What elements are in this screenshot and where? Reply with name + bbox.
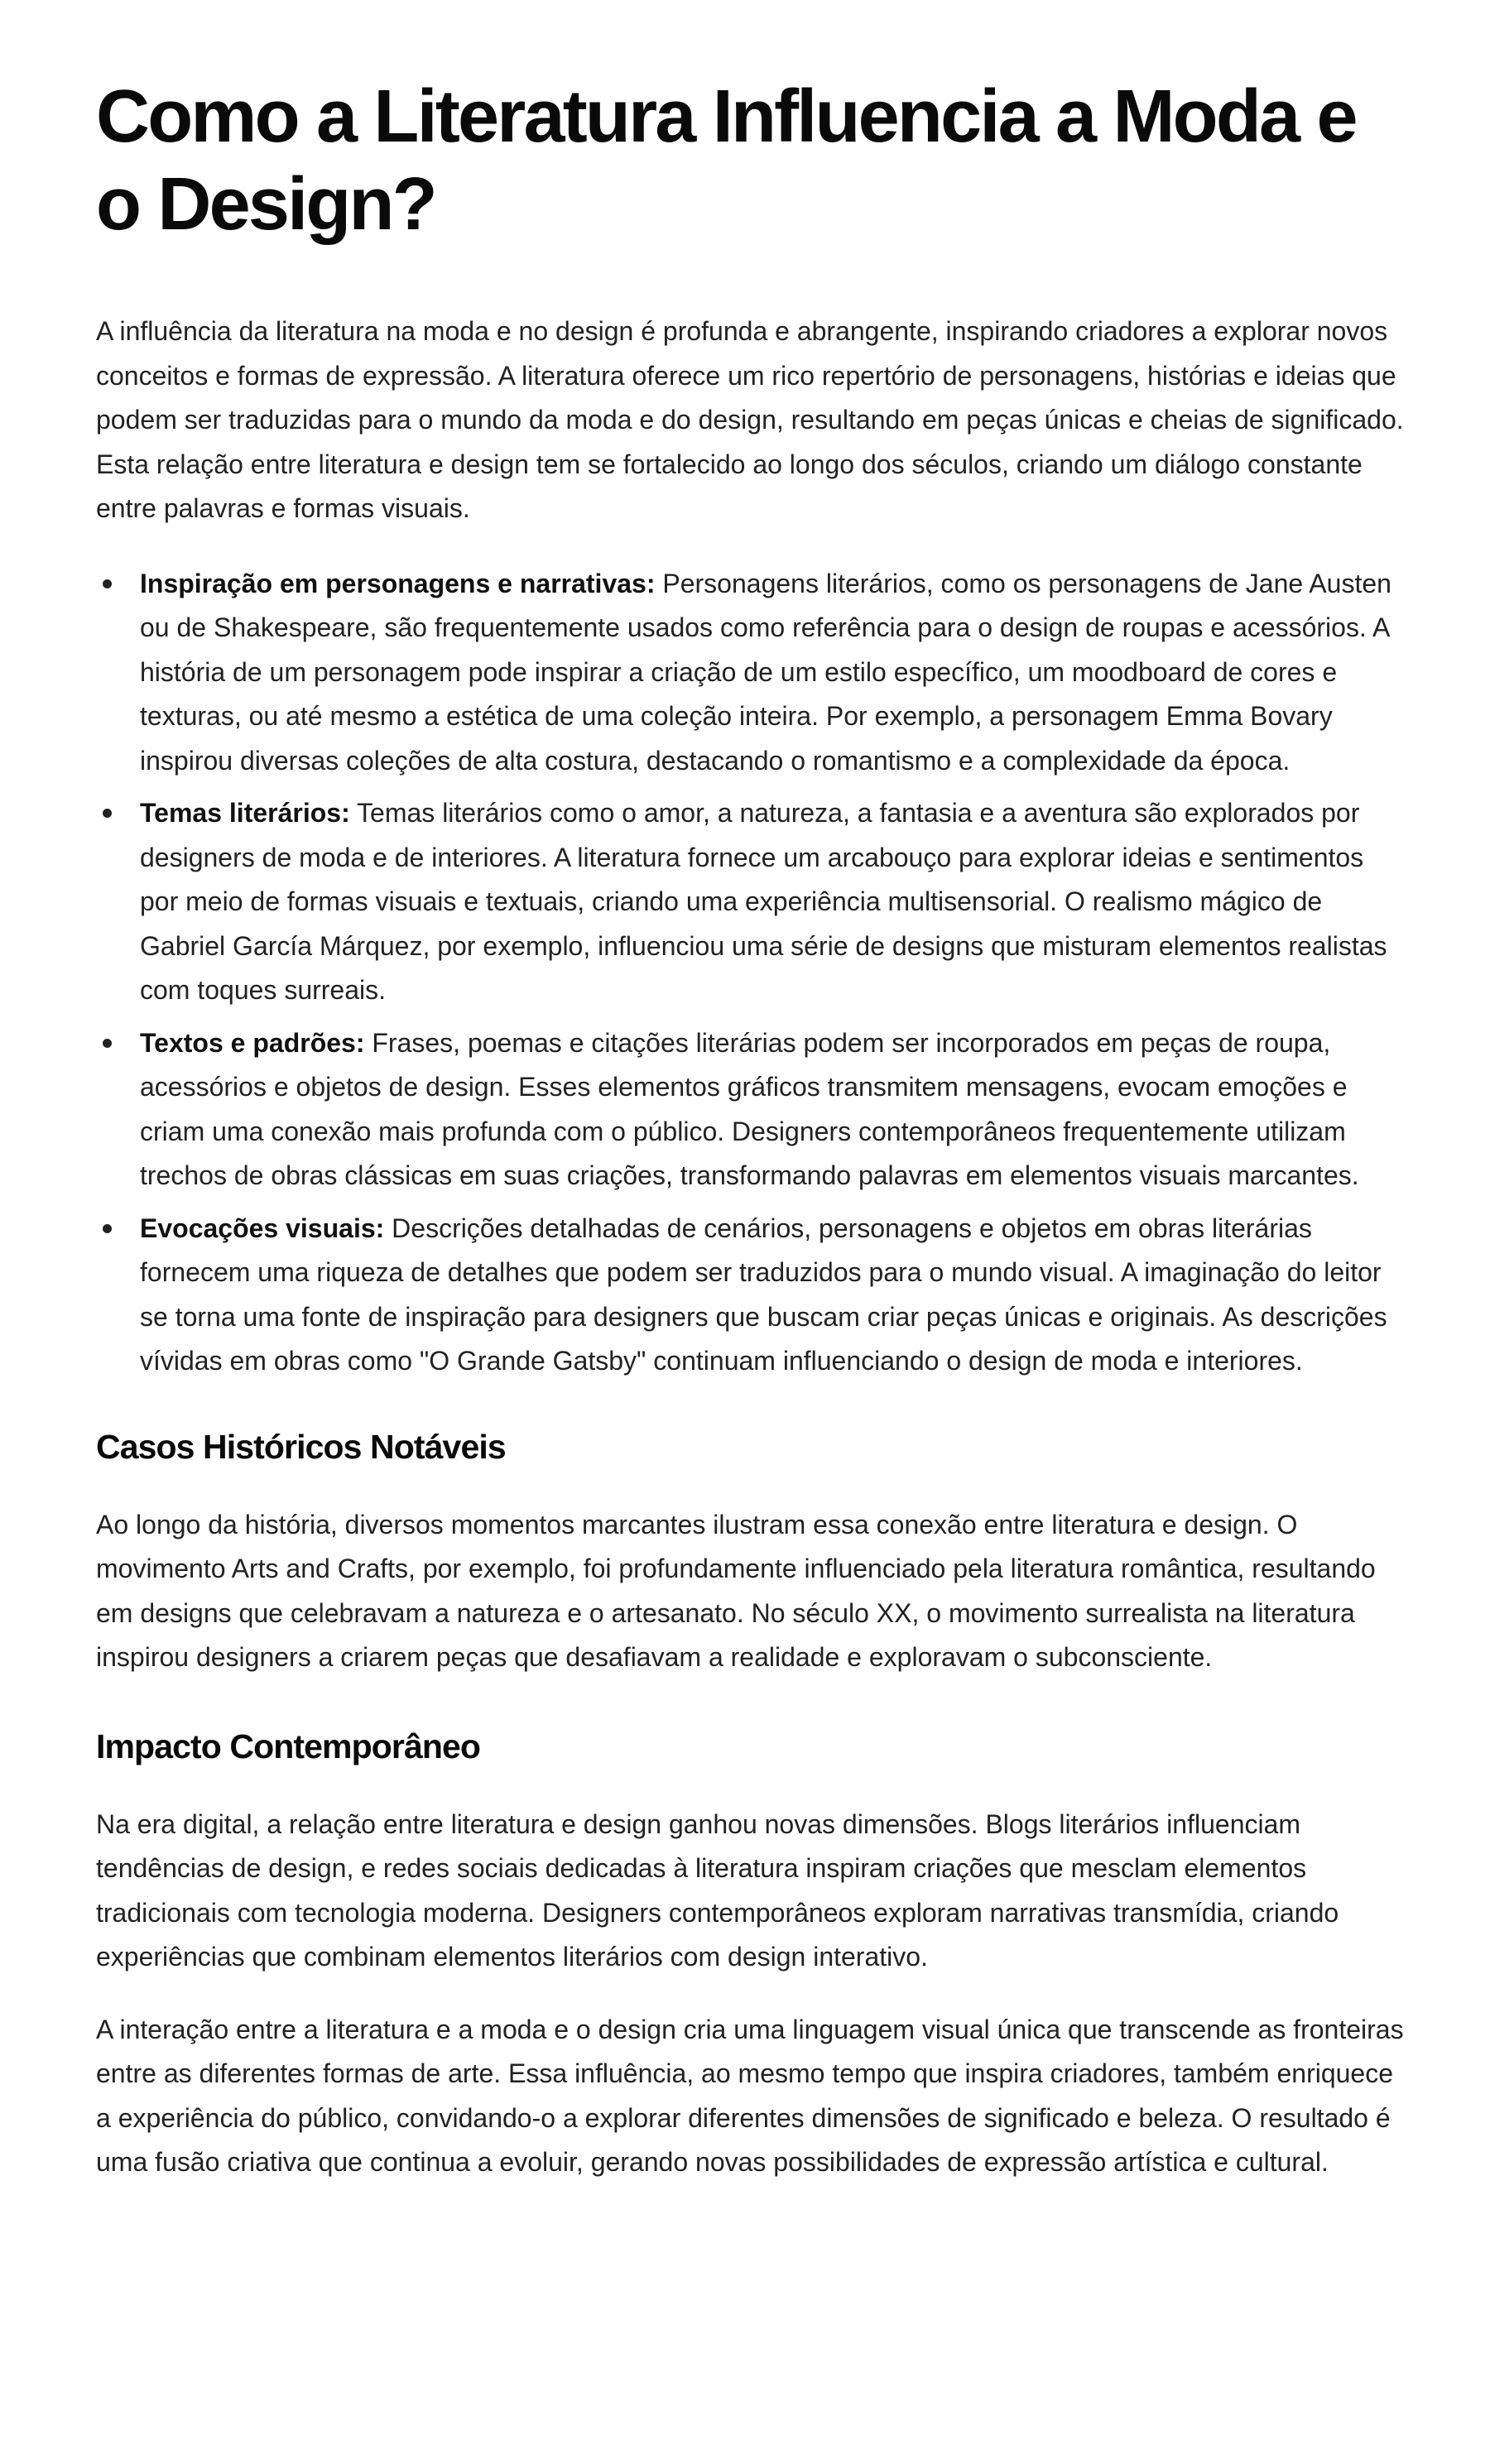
- section-paragraph-impacto: Na era digital, a relação entre literatura e design ganhou novas dimensões. Blogs literários influenciam tendências de design, e redes sociais dedicadas à literatura inspiram criações que mesclam elementos tradicionais com tecnologia moderna. Designers contemporâneos exploram narrativas transmídia, criando experiências que combinam elementos literários com design interativo.: [96, 1808, 1339, 1972]
- page-title: Como a Literatura Influencia a Moda e o Design?: [96, 75, 1356, 246]
- list-item-label: Temas literários:: [140, 798, 350, 828]
- bullet-icon: [103, 1039, 112, 1048]
- list-item-text: Frases, poemas e citações literárias podem ser incorporados em peças de roupa, acessórios e objetos de design. Esses elementos gráficos transmitem mensagens, evocam emoções e criam uma conexão mais profunda com o público. Designers contemporâneos frequentemente utilizam trechos de obras clássicas em suas criações, transformando palavras em elementos visuais marcantes.: [140, 1027, 1359, 1190]
- list-item-text: Personagens literários, como os personagens de Jane Austen ou de Shakespeare, são frequentemente usados como referência para o design de roupas e acessórios. A história de um personagem pode inspirar a criação de um estilo específico, um moodboard de cores e texturas, ou até mesmo a estética de uma coleção inteira. Por exemplo, a personagem Emma Bovary inspirou diversas coleções de alta costura, destacando o romantismo e a complexidade da época.: [140, 568, 1391, 776]
- bullet-icon: [103, 1224, 112, 1233]
- list-item-label: Evocações visuais:: [140, 1213, 385, 1243]
- list-item: [96, 562, 1404, 784]
- list-item-label: Textos e padrões:: [140, 1027, 365, 1058]
- intro-paragraph: A influência da literatura na moda e no design é profunda e abrangente, inspirando criadores a explorar novos conceitos e formas de expressão. A literatura oferece um rico repertório de personagens, histórias e ideias que podem ser traduzidas para o mundo da moda e do design, resultando em peças únicas e cheias de significado. Esta relação entre literatura e design tem se fortalecido ao longo dos séculos, criando um diálogo constante entre palavras e formas visuais.: [96, 316, 1404, 523]
- influence-list: [96, 562, 1404, 1384]
- list-item: [96, 791, 1404, 1013]
- list-item-text: Descrições detalhadas de cenários, personagens e objetos em obras literárias fornecem uma riqueza de detalhes que podem ser traduzidos para o mundo visual. A imaginação do leitor se torna uma fonte de inspiração para designers que buscam criar peças únicas e originais. As descrições vívidas em obras como "O Grande Gatsby" continuam influenciando o design de moda e interiores.: [140, 1213, 1387, 1376]
- list-item: [96, 1207, 1404, 1384]
- list-item-label: Inspiração em personagens e narrativas:: [140, 568, 656, 598]
- list-item: [96, 1021, 1404, 1198]
- bullet-icon: [103, 809, 112, 818]
- section-paragraph-casos: Ao longo da história, diversos momentos marcantes ilustram essa conexão entre literatura e design. O movimento Arts and Crafts, por exemplo, foi profundamente influenciado pela literatura romântica, resultando em designs que celebravam a natureza e o artesanato. No século XX, o movimento surrealista na literatura inspirou designers a criarem peças que desafiavam a realidade e exploravam o subconsciente.: [96, 1509, 1376, 1672]
- list-item-text: Temas literários como o amor, a natureza, a fantasia e a aventura são explorados por designers de moda e de interiores. A literatura fornece um arcabouço para explorar ideias e sentimentos por meio de formas visuais e textuais, criando uma experiência multisensorial. O realismo mágico de Gabriel García Márquez, por exemplo, influenciou uma série de designs que misturam elementos realistas com toques surreais.: [140, 798, 1387, 1005]
- bullet-icon: [103, 579, 112, 588]
- conclusion-paragraph: A interação entre a literatura e a moda e o design cria uma linguagem visual única que transcende as fronteiras entre as diferentes formas de arte. Essa influência, ao mesmo tempo que inspira criadores, também enriquece a experiência do público, convidando-o a explorar diferentes dimensões de significado e beleza. O resultado é uma fusão criativa que continua a evoluir, gerando novas possibilidades de expressão artística e cultural.: [96, 2014, 1404, 2177]
- section-heading-casos: Casos Históricos Notáveis: [96, 1427, 506, 1466]
- section-heading-impacto: Impacto Contemporâneo: [96, 1727, 481, 1765]
